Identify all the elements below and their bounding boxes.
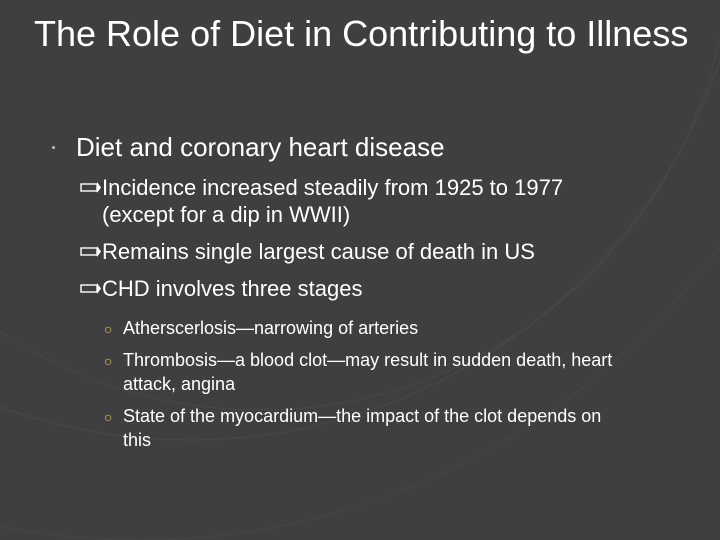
level3-list (104, 316, 624, 460)
level2-text: Remains single largest cause of death in US (102, 239, 535, 264)
level3-text: Atherscerlosis—narrowing of arteries (123, 318, 419, 338)
slide-title: The Role of Diet in Contributing to Illness (34, 13, 689, 54)
level1-text: Diet and coronary heart disease (76, 132, 445, 162)
level3-text: Thrombosis—a blood clot—may result in sudden death, heart attack, angina (123, 350, 613, 394)
level2-item (80, 238, 640, 265)
level2-list (80, 174, 640, 312)
level3-item (104, 404, 624, 452)
level3-item (104, 348, 624, 396)
level3-text: State of the myocardium—the impact of the clot depends on this (123, 406, 602, 450)
level2-text: Incidence increased steadily from 1925 to 1977 (except for a dip in WWII) (102, 175, 564, 227)
level2-item (80, 174, 640, 228)
circle-bullet-icon: ○ (104, 409, 113, 425)
tab-arrow-icon (80, 243, 102, 259)
circle-bullet-icon: ○ (104, 321, 113, 337)
level3-item (104, 316, 624, 340)
bullet-dot-icon (52, 146, 55, 149)
tab-arrow-icon (80, 280, 102, 296)
level2-text: CHD involves three stages (102, 276, 363, 301)
circle-bullet-icon: ○ (104, 353, 113, 369)
level2-item (80, 275, 640, 302)
tab-arrow-icon (80, 179, 102, 195)
